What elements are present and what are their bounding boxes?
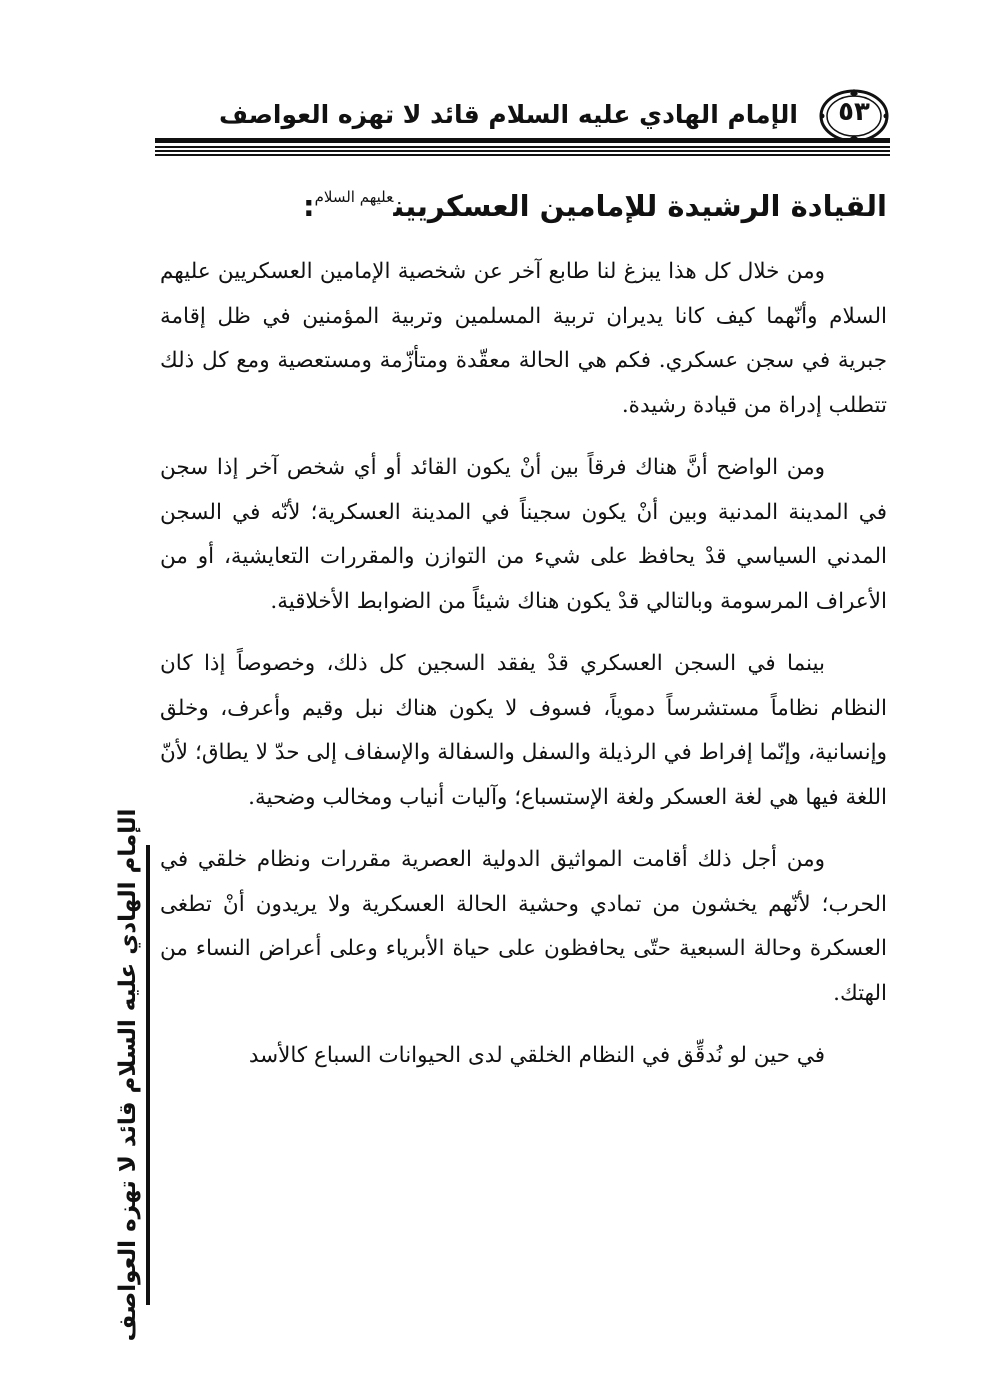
side-running-title <box>102 808 154 1342</box>
header-rule-thin <box>155 150 890 152</box>
page-number-badge <box>818 88 890 144</box>
section-heading-text: القيادة الرشيدة للإمامين العسكريين <box>393 189 887 223</box>
header-rule-thick <box>155 138 890 143</box>
page-header <box>155 82 890 162</box>
side-title-text: الإمام الهادي عليه السلام قائد لا تهزه العواصف <box>115 808 141 1342</box>
header-rule-thin <box>155 154 890 156</box>
section-heading <box>160 188 887 223</box>
honorific-glyph: عليهم السلام <box>314 188 394 206</box>
paragraph: ومن خلال كل هذا يبزغ لنا طابع آخر عن شخصية الإمامين العسكريين عليهم السلام وأنّهما كيف كانا يديران تربية المسلمين وتربية المؤمنين في ظل إقامة جبرية في سجن عسكري. فكم هي الحالة معقّدة ومتأزّمة ومستعصية ومع كل ذلك تتطلب إدراة من قيادة رشيدة. <box>160 259 887 418</box>
header-rules <box>155 138 890 160</box>
paragraph: ومن الواضح أنَّ هناك فرقاً بين أنْ يكون القائد أو أي شخص آخر إذا سجن في المدينة المدنية وبين أنْ يكون سجيناً في المدينة العسكرية؛ لأنّه في السجن المدني السياسي قدْ يحافظ على شيء من التوازن والمقررات التعايشية، أو من الأعراف المرسومة وبالتالي قدْ يكون هناك شيئاً من الضوابط الأخلاقية. <box>160 455 887 614</box>
header-rule-thin <box>155 146 890 148</box>
page-number: ٥٣ <box>838 97 870 127</box>
paragraph: ومن أجل ذلك أقامت المواثيق الدولية العصرية مقررات ونظام خلقي في الحرب؛ لأنّهم يخشون من تمادي وحشية الحالة العسكرية ولا يريدون أنْ تطغى العسكرة وحالة السبعية حتّى يحافظون على حياة الأبرياء وعلى أعراض النساء من الهتك. <box>160 847 887 1006</box>
side-rule <box>146 845 150 1305</box>
paragraph: في حين لو نُدقِّق في النظام الخلقي لدى الحيوانات السباع كالأسد <box>248 1043 825 1068</box>
heading-colon: : <box>303 189 315 223</box>
body-text <box>160 250 887 1097</box>
paragraph: بينما في السجن العسكري قدْ يفقد السجين كل ذلك، وخصوصاً إذا كان النظام نظاماً مستشرساً دموياً، فسوف لا يكون هناك نبل وقيم وأعرف، وخلق وإنسانية، وإنّما إفراط في الرذيلة والسفل والسفالة والإسفاف إلى حدّ لا يطاق؛ لأنّ اللغة فيها هي لغة العسكر ولغة الإستسباع؛ وآليات أنياب ومخالب وضحية. <box>160 651 887 810</box>
running-title: الإمام الهادي عليه السلام قائد لا تهزه العواصف <box>218 100 798 129</box>
